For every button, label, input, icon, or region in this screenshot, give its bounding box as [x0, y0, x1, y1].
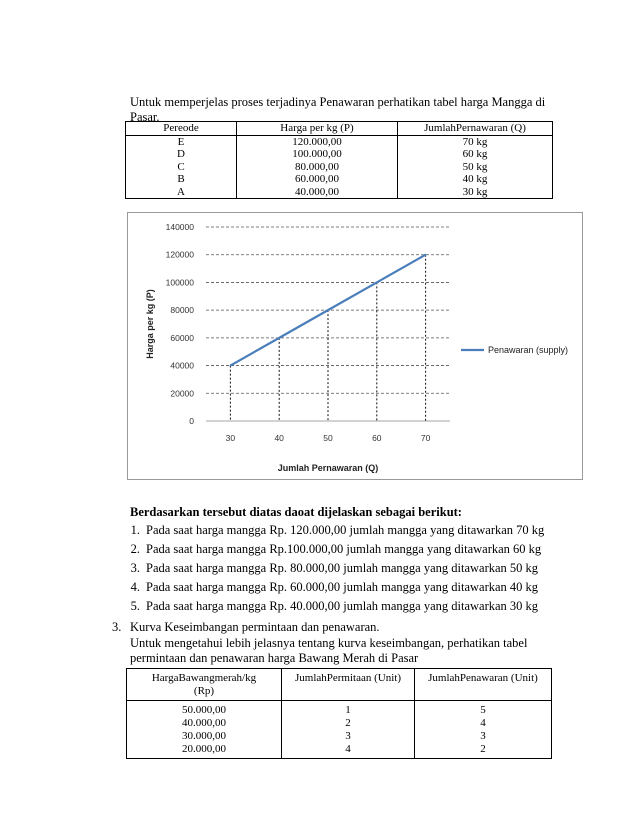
price-value: 50.000,00	[182, 704, 226, 716]
onion-table	[126, 668, 552, 759]
y-tick-label: 140000	[165, 222, 194, 232]
supply-chart-svg	[128, 213, 582, 479]
cell-quantity: 30 kg	[398, 186, 553, 199]
x-tick-label: 30	[225, 433, 236, 443]
cell-period: D	[126, 148, 237, 161]
list-item-number: 1.	[130, 523, 140, 537]
list-item	[118, 597, 544, 616]
demand-cell	[282, 701, 415, 759]
list-item	[118, 578, 544, 597]
section-3-number: 3.	[112, 620, 122, 634]
list-item-number: 4.	[130, 580, 140, 594]
data-point	[230, 365, 232, 367]
list-item-text: Pada saat harga mangga Rp. 80.000,00 jumlah mangga yang ditawarkan 50 kg	[146, 561, 539, 575]
list-item-number: 3.	[130, 561, 140, 575]
list-item-text: Pada saat harga mangga Rp. 60.000,00 jumlah mangga yang ditawarkan 40 kg	[146, 580, 539, 594]
section-3-title	[112, 620, 380, 635]
list-item-text: Pada saat harga mangga Rp. 40.000,00 jumlah mangga yang ditawarkan 30 kg	[146, 599, 539, 613]
cell-period: E	[126, 135, 237, 148]
data-point	[425, 254, 427, 256]
data-point	[278, 337, 280, 339]
supply-value: 5	[480, 704, 486, 716]
supply-value: 4	[480, 717, 486, 729]
mango-price-table	[125, 121, 553, 199]
header-price-line-1: HargaBawangmerah/kg	[151, 672, 257, 684]
y-tick-label: 80000	[170, 305, 194, 316]
y-tick-label: 40000	[170, 360, 194, 371]
price-value: 40.000,00	[182, 717, 226, 729]
list-item-number: 2.	[130, 542, 140, 556]
cell-price: 60.000,00	[295, 173, 339, 185]
cell-period: C	[126, 161, 237, 174]
section-3-line-2: permintaan dan penawaran harga Bawang Merah di Pasar	[130, 651, 419, 665]
supply-value: 3	[480, 730, 486, 742]
table-header-row	[127, 669, 552, 701]
header-demand: JumlahPermitaan (Unit)	[282, 669, 415, 701]
table-row	[126, 148, 553, 161]
header-price	[127, 669, 282, 701]
y-tick-label: 120000	[165, 249, 194, 260]
supply-chart	[127, 212, 583, 480]
cell-quantity: 60 kg	[398, 148, 553, 161]
list-item	[118, 540, 544, 559]
cell-quantity: 40 kg	[398, 173, 553, 186]
list-item-text: Pada saat harga mangga Rp.100.000,00 jumlah mangga yang ditawarkan 60 kg	[146, 542, 542, 556]
supply-value: 2	[480, 743, 486, 755]
header-supply: JumlahPenawaran (Unit)	[415, 669, 552, 701]
cell-price: 80.000,00	[295, 160, 339, 173]
data-point	[376, 282, 378, 284]
demand-value: 2	[345, 717, 351, 729]
header-quantity: JumlahPernawaran (Q)	[398, 122, 553, 136]
list-item	[118, 521, 544, 540]
y-tick-label: 100000	[165, 277, 194, 288]
x-tick-label: 60	[372, 433, 382, 443]
cell-period: B	[126, 173, 237, 186]
x-axis-label: Jumlah Pernawaran (Q)	[277, 463, 379, 473]
list-item	[118, 559, 544, 578]
demand-value: 4	[345, 743, 351, 755]
price-value: 30.000,00	[182, 730, 226, 742]
y-tick-label: 0	[189, 416, 194, 426]
cell-quantity: 70 kg	[398, 135, 553, 148]
header-period: Pereode	[126, 122, 237, 136]
price-value: 20.000,00	[182, 743, 226, 755]
intro-line-2: Pasar.	[130, 110, 160, 124]
cell-price: 100.000,00	[292, 148, 342, 160]
cell-price: 40.000,00	[237, 186, 398, 199]
demand-value: 3	[345, 730, 351, 742]
demand-value: 1	[345, 704, 351, 716]
legend-label: Penawaran (supply)	[488, 345, 569, 355]
section-3-paragraph	[130, 636, 527, 666]
cell-period: A	[126, 186, 237, 199]
header-price-line-2: (Rp)	[193, 685, 215, 697]
data-point	[327, 309, 329, 311]
table-row	[126, 173, 553, 186]
supply-cell	[415, 701, 552, 759]
cell-quantity: 50 kg	[398, 161, 553, 174]
x-tick-label: 70	[420, 433, 431, 443]
table-row	[127, 701, 552, 759]
y-tick-label: 20000	[170, 388, 194, 399]
y-tick-label: 60000	[170, 332, 194, 343]
x-tick-label: 40	[274, 433, 284, 443]
cell-price: 120.000,00	[292, 135, 342, 148]
explanation-list	[118, 521, 544, 616]
explanation-heading: Berdasarkan tersebut diatas daoat dijelaskan sebagai berikut:	[130, 505, 462, 519]
table-header-row	[126, 122, 553, 136]
section-3-title-text: Kurva Keseimbangan permintaan dan penawaran.	[130, 620, 380, 634]
table-row	[126, 135, 553, 148]
header-price: Harga per kg (P)	[237, 122, 398, 136]
x-tick-label: 50	[323, 433, 333, 443]
section-3-line-1: Untuk mengetahui lebih jelasnya tentang kurva keseimbangan, perhatikan tabel	[130, 636, 528, 650]
table-row	[126, 186, 553, 199]
list-item-text: Pada saat harga mangga Rp. 120.000,00 jumlah mangga yang ditawarkan 70 kg	[146, 523, 545, 537]
intro-line-1: Untuk memperjelas proses terjadinya Penawaran perhatikan tabel harga Mangga di	[130, 95, 546, 109]
y-axis-label: Harga per kg (P)	[145, 289, 155, 359]
price-cell	[127, 701, 282, 759]
table-row	[126, 161, 553, 174]
list-item-number: 5.	[130, 599, 140, 613]
